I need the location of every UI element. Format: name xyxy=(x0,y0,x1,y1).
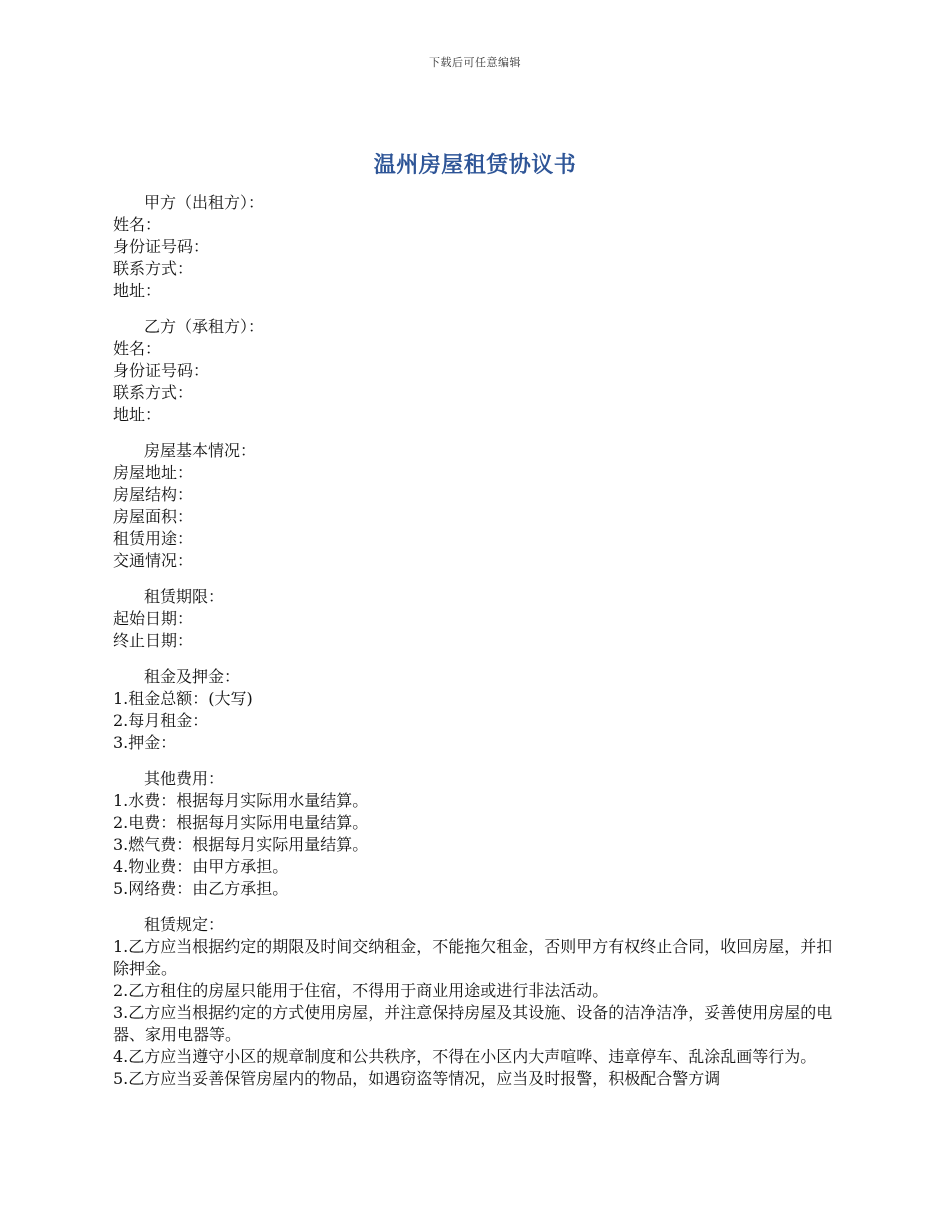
header-note: 下载后可任意编辑 xyxy=(429,56,521,69)
item-number: 5. xyxy=(113,879,129,898)
house-section xyxy=(113,440,843,572)
item-number: 4. xyxy=(113,1047,129,1066)
list-item xyxy=(113,812,843,834)
party-b-address-field: 地址： xyxy=(113,405,162,424)
fees-section xyxy=(113,768,843,900)
item-text: 乙方应当遵守小区的规章制度和公共秩序，不得在小区内大声喧哗、违章停车、乱涂乱画等行为。 xyxy=(128,1047,817,1066)
party-a-contact-field: 联系方式： xyxy=(113,259,194,278)
party-b-contact-field: 联系方式： xyxy=(113,383,194,402)
house-usage-field: 租赁用途： xyxy=(113,529,194,548)
item-number: 3. xyxy=(113,835,129,854)
house-address-field: 房屋地址： xyxy=(113,463,194,482)
house-structure-field: 房屋结构： xyxy=(113,485,194,504)
term-start-field: 起始日期： xyxy=(113,609,194,628)
list-item xyxy=(113,878,843,900)
item-text: 电费：根据每月实际用电量结算。 xyxy=(128,813,369,832)
document-body xyxy=(113,192,843,1104)
rules-section xyxy=(113,914,843,1090)
party-a-section xyxy=(113,192,843,302)
rules-heading: 租赁规定： xyxy=(144,915,225,934)
list-item xyxy=(113,732,843,754)
item-text: 燃气费：根据每月实际用量结算。 xyxy=(128,835,369,854)
item-number: 1. xyxy=(113,937,129,956)
party-a-heading: 甲方（出租方）： xyxy=(144,193,265,212)
item-text: 乙方应当根据约定的期限及时间交纳租金，不能拖欠租金，否则甲方有权终止合同，收回房屋，并扣除押金。 xyxy=(113,937,833,978)
item-number: 1. xyxy=(113,689,129,708)
list-item xyxy=(113,936,843,980)
list-item xyxy=(113,1046,843,1068)
document-title: 温州房屋租赁协议书 xyxy=(373,153,577,178)
party-b-heading: 乙方（承租方）： xyxy=(144,317,265,336)
rent-heading: 租金及押金： xyxy=(144,667,241,686)
item-number: 2. xyxy=(113,813,129,832)
fees-heading: 其他费用： xyxy=(144,769,225,788)
item-number: 2. xyxy=(113,981,129,1000)
party-b-name-field: 姓名： xyxy=(113,339,162,358)
party-a-id-field: 身份证号码： xyxy=(113,237,210,256)
party-a-name-field: 姓名： xyxy=(113,215,162,234)
term-heading: 租赁期限： xyxy=(144,587,225,606)
house-heading: 房屋基本情况： xyxy=(144,441,257,460)
item-number: 4. xyxy=(113,857,129,876)
item-text: 网络费：由乙方承担。 xyxy=(128,879,289,898)
list-item xyxy=(113,688,843,710)
list-item xyxy=(113,710,843,732)
list-item xyxy=(113,834,843,856)
item-number: 5. xyxy=(113,1069,129,1088)
list-item xyxy=(113,1068,843,1090)
house-area-field: 房屋面积： xyxy=(113,507,194,526)
list-item xyxy=(113,856,843,878)
term-section xyxy=(113,586,843,652)
party-b-section xyxy=(113,316,843,426)
item-text: 水费：根据每月实际用水量结算。 xyxy=(128,791,369,810)
party-b-id-field: 身份证号码： xyxy=(113,361,210,380)
list-item xyxy=(113,790,843,812)
party-a-address-field: 地址： xyxy=(113,281,162,300)
item-text: 物业费：由甲方承担。 xyxy=(128,857,289,876)
rent-section xyxy=(113,666,843,754)
item-text: 押金： xyxy=(128,733,177,752)
item-number: 3. xyxy=(113,733,129,752)
item-number: 3. xyxy=(113,1003,129,1022)
list-item xyxy=(113,980,843,1002)
item-number: 2. xyxy=(113,711,129,730)
item-text: 租金总额：(大写) xyxy=(128,689,253,708)
item-text: 乙方应当妥善保管房屋内的物品，如遇窃盗等情况，应当及时报警，积极配合警方调 xyxy=(128,1069,721,1088)
house-traffic-field: 交通情况： xyxy=(113,551,194,570)
item-text: 乙方租住的房屋只能用于住宿，不得用于商业用途或进行非法活动。 xyxy=(128,981,609,1000)
item-text: 乙方应当根据约定的方式使用房屋，并注意保持房屋及其设施、设备的洁净洁净，妥善使用房屋的电器、家用电器等。 xyxy=(113,1003,833,1044)
item-text: 每月租金： xyxy=(128,711,209,730)
item-number: 1. xyxy=(113,791,129,810)
term-end-field: 终止日期： xyxy=(113,631,194,650)
list-item xyxy=(113,1002,843,1046)
